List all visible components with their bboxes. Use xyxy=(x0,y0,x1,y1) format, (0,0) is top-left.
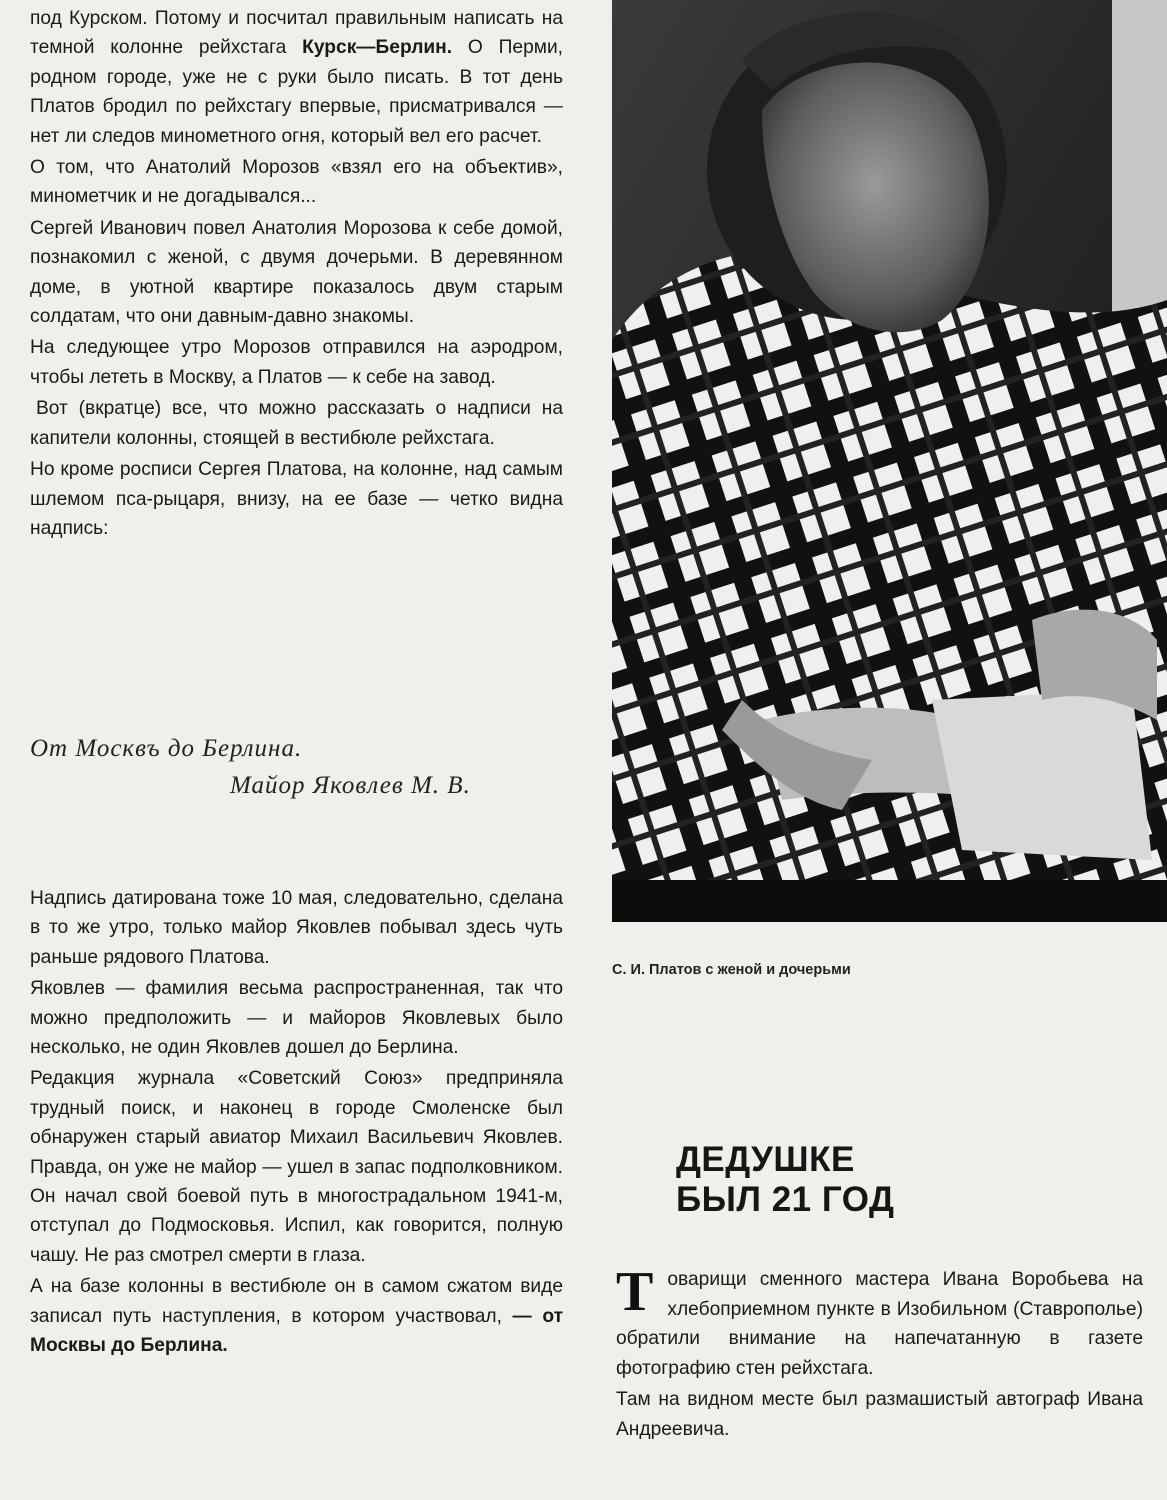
bold-text: — от Москвы до Берлина. xyxy=(30,1305,563,1357)
left-column-top xyxy=(30,4,563,545)
inscription-line-1: От Москвъ до Берлина. xyxy=(30,735,303,762)
inscription-line-2: Майор Яковлев М. В. xyxy=(230,772,471,799)
text-run: под Курском. Потому и посчитал правильным написать на темной колонне рейхстага xyxy=(30,8,563,59)
article-headline xyxy=(676,1140,1136,1220)
photo-illustration xyxy=(612,0,1167,922)
left-bottom-paragraph xyxy=(30,1272,563,1360)
left-bottom-paragraph xyxy=(30,884,563,972)
left-column-bottom xyxy=(30,884,563,1363)
left-top-paragraph xyxy=(30,455,563,543)
text-run: На следующее утро Морозов отправился на аэродром, чтобы лететь в Москву, а Платов — к себе на завод. xyxy=(30,337,563,388)
text-run: Надпись датирована тоже 10 мая, следовательно, сделана в то же утро, только майор Яковлев побывал здесь чуть раньше рядового Платова. xyxy=(30,888,563,968)
inscription-quote xyxy=(30,730,570,804)
text-run: Яковлев — фамилия весьма распространенная, так что можно предположить — и майоров Яковлевых было несколько, не один Яковлев дошел до Берлина. xyxy=(30,978,563,1059)
headline-line-1: ДЕДУШКЕ xyxy=(676,1140,855,1179)
text-run: О том, что Анатолий Морозов «взял его на объектив», минометчик и не догадывался... xyxy=(30,157,563,208)
left-top-paragraph xyxy=(30,394,563,453)
portrait-photo xyxy=(612,0,1167,922)
right-paragraph-2: Там на видном месте был размашистый автограф Ивана Андреевича. xyxy=(616,1389,1143,1440)
left-top-paragraph xyxy=(30,153,563,212)
bold-text: Курск—Берлин. xyxy=(302,37,453,59)
left-bottom-paragraph xyxy=(30,974,563,1062)
text-run: О Перми, родном городе, уже не с руки было писать. В тот день Платов бродил по рейхстагу впервые, присматривался — нет ли следов минометного огня, который вел его расчет. xyxy=(30,37,563,147)
right-column xyxy=(616,1261,1143,1447)
right-paragraph-1-text: оварищи сменного мастера Ивана Воробьева на хлебоприемном пункте в Изобильном (Ставрополье) обратили внимание на напечатанную в газете фотографию стен рейхстага. xyxy=(616,1269,1143,1379)
text-run: А на базе колонны в вестибюле он в самом сжатом виде записал путь наступления, в котором участвовал, xyxy=(30,1276,563,1327)
left-top-paragraph xyxy=(30,214,563,332)
left-top-paragraph xyxy=(30,4,563,151)
drop-cap: Т xyxy=(616,1261,654,1323)
text-run: Вот (вкратце) все, что можно рассказать о надписи на капители колонны, стоящей в вестибюле рейхстага. xyxy=(30,398,563,449)
left-top-paragraph xyxy=(30,333,563,392)
right-paragraph-1 xyxy=(616,1261,1143,1383)
left-bottom-paragraph xyxy=(30,1064,563,1270)
photo-caption: С. И. Платов с женой и дочерьми xyxy=(612,962,851,978)
text-run: Сергей Иванович повел Анатолия Морозова к себе домой, познакомил с женой, с двумя дочерьми. В деревянном доме, в уютной квартире показалось двум старым солдатам, что они давным-давно знакомы. xyxy=(30,217,563,328)
headline-line-2: БЫЛ 21 ГОД xyxy=(676,1180,895,1219)
text-run: Но кроме росписи Сергея Платова, на колонне, над самым шлемом пса-рыцаря, внизу, на ее базе — четко видна надпись: xyxy=(30,459,563,539)
text-run: Редакция журнала «Советский Союз» предприняла трудный поиск, и наконец в городе Смоленске был обнаружен старый авиатор Михаил Васильевич Яковлев. Правда, он уже не майор — ушел в запас подполковником. Он начал свой боевой путь в многострадальном 1941-м, отступал до Подмосковья. Испил, как говорится, полную чашу. Не раз смотрел смерти в глаза. xyxy=(30,1068,563,1266)
